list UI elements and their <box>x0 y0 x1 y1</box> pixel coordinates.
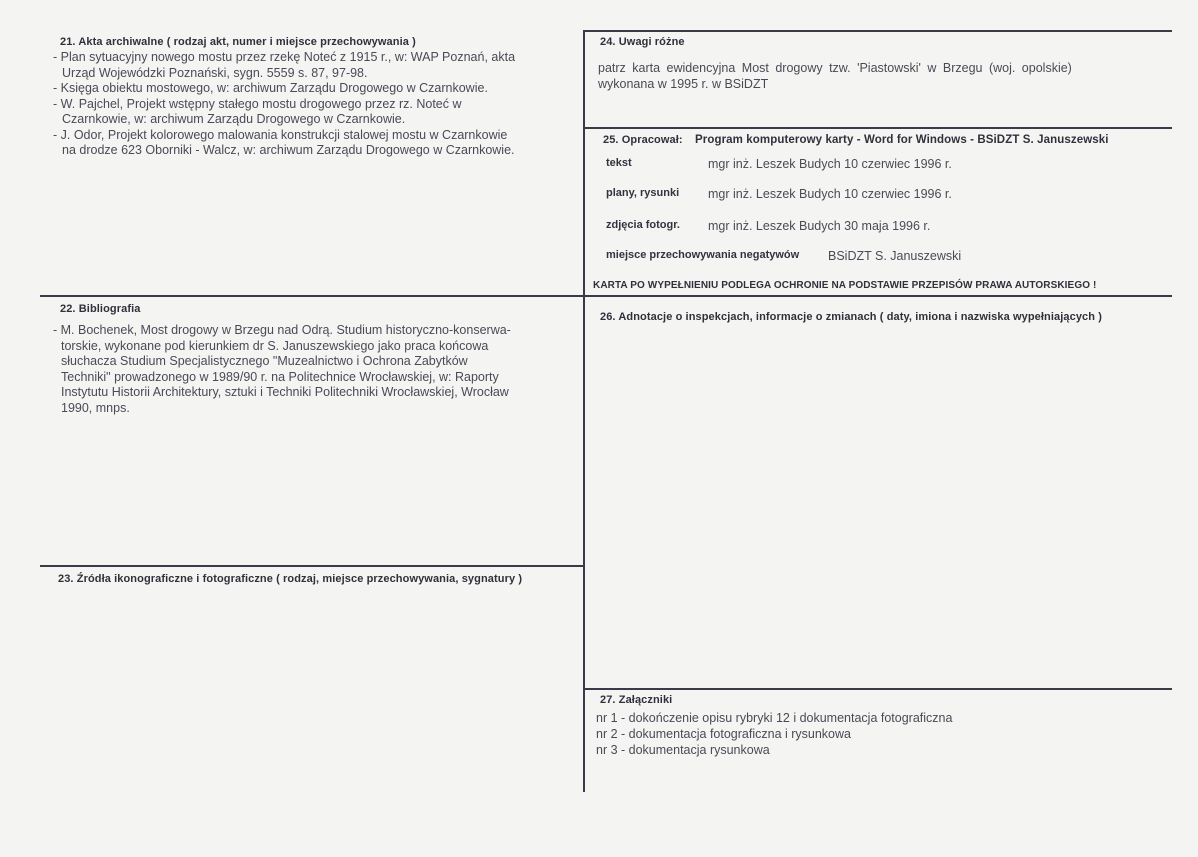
list-item: nr 3 - dokumentacja rysunkowa <box>596 743 770 757</box>
prepared-value-photos: mgr inż. Leszek Budych 30 maja 1996 r. <box>708 219 931 233</box>
list-item: Urząd Wojewódzki Poznański, sygn. 5559 s. 87, 97-98. <box>62 65 368 80</box>
divider-right-27 <box>585 688 1172 690</box>
list-item: Czarnkowie, w: archiwum Zarządu Drogowego w Czarnkowie. <box>62 112 406 126</box>
list-item: - W. Pajchel, Projekt wstępny stałego mostu drogowego przez rz. Noteć w <box>53 96 462 111</box>
section-27-text <box>596 710 952 758</box>
section-25-heading: 25. Opracował: <box>603 134 683 146</box>
prepared-value-text: mgr inż. Leszek Budych 10 czerwiec 1996 r. <box>708 157 952 171</box>
prepared-label-text: tekst <box>606 157 632 169</box>
list-item: torskie, wykonane pod kierunkiem dr S. Januszewskiego jako praca końcowa <box>61 338 489 353</box>
section-27-heading: 27. Załączniki <box>600 694 673 706</box>
divider-left-23 <box>40 565 583 567</box>
divider-right-26 <box>585 295 1172 297</box>
list-item: nr 2 - dokumentacja fotograficzna i rysunkowa <box>596 727 851 741</box>
section-23-heading: 23. Źródła ikonograficzne i fotograficzne ( rodzaj, miejsce przechowywania, sygnatury ) <box>58 573 523 585</box>
list-item: - J. Odor, Projekt kolorowego malowania konstrukcji stalowej mostu w Czarnkowie <box>53 127 508 142</box>
divider-right-25 <box>585 127 1172 129</box>
negatives-label: miejsce przechowywania negatywów <box>606 249 800 261</box>
remarks-line: wykonana w 1995 r. w BSiDZT <box>598 76 769 91</box>
prepared-value-drawings: mgr inż. Leszek Budych 10 czerwiec 1996 r. <box>708 187 952 201</box>
divider-top-right <box>585 30 1172 32</box>
divider-vertical <box>583 30 585 792</box>
remarks-line: patrz karta ewidencyjna Most drogowy tzw. 'Piastowski' w Brzegu (woj. opolskie) <box>598 61 1072 75</box>
section-24-heading: 24. Uwagi różne <box>600 36 685 48</box>
copyright-notice: KARTA PO WYPEŁNIENIU PODLEGA OCHRONIE NA PODSTAWIE PRZEPISÓW PRAWA AUTORSKIEGO ! <box>593 280 1097 291</box>
list-item: na drodze 623 Oborniki - Walcz, w: archiwum Zarządu Drogowego w Czarnkowie. <box>62 143 515 157</box>
list-item: nr 1 - dokończenie opisu rybryki 12 i dokumentacja fotograficzna <box>596 711 953 725</box>
list-item: - Plan sytuacyjny nowego mostu przez rzekę Noteć z 1915 r., w: WAP Poznań, akta <box>53 50 516 64</box>
section-21-heading: 21. Akta archiwalne ( rodzaj akt, numer i miejsce przechowywania ) <box>60 36 416 48</box>
section-24-text <box>598 61 1134 92</box>
section-22-heading: 22. Bibliografia <box>60 303 141 315</box>
list-item: - Księga obiektu mostowego, w: archiwum Zarządu Drogowego w Czarnkowie. <box>53 81 488 95</box>
prepared-label-drawings: plany, rysunki <box>606 187 680 199</box>
list-item: - M. Bochenek, Most drogowy w Brzegu nad Odrą. Studium historyczno-konserwa- <box>53 323 511 337</box>
divider-left-22 <box>40 295 583 297</box>
list-item: 1990, mnps. <box>61 400 130 415</box>
section-21-text <box>53 50 515 159</box>
list-item: Instytutu Historii Architektury, sztuki i Techniki Politechniki Wrocławskiej, Wrocław <box>61 385 509 399</box>
negatives-value: BSiDZT S. Januszewski <box>828 249 962 263</box>
section-22-text <box>53 323 511 416</box>
list-item: Techniki" prowadzonego w 1989/90 r. na Politechnice Wrocławskiej, w: Raporty <box>61 369 499 384</box>
prepared-label-photos: zdjęcia fotogr. <box>606 219 680 231</box>
list-item: słuchacza Studium Specjalistycznego "Muzealnictwo i Ochrona Zabytków <box>61 354 468 368</box>
section-26-heading: 26. Adnotacje o inspekcjach, informacje o zmianach ( daty, imiona i nazwiska wypełniających ) <box>600 311 1103 323</box>
program-credit: Program komputerowy karty - Word for Windows - BSiDZT S. Januszewski <box>695 134 1109 146</box>
